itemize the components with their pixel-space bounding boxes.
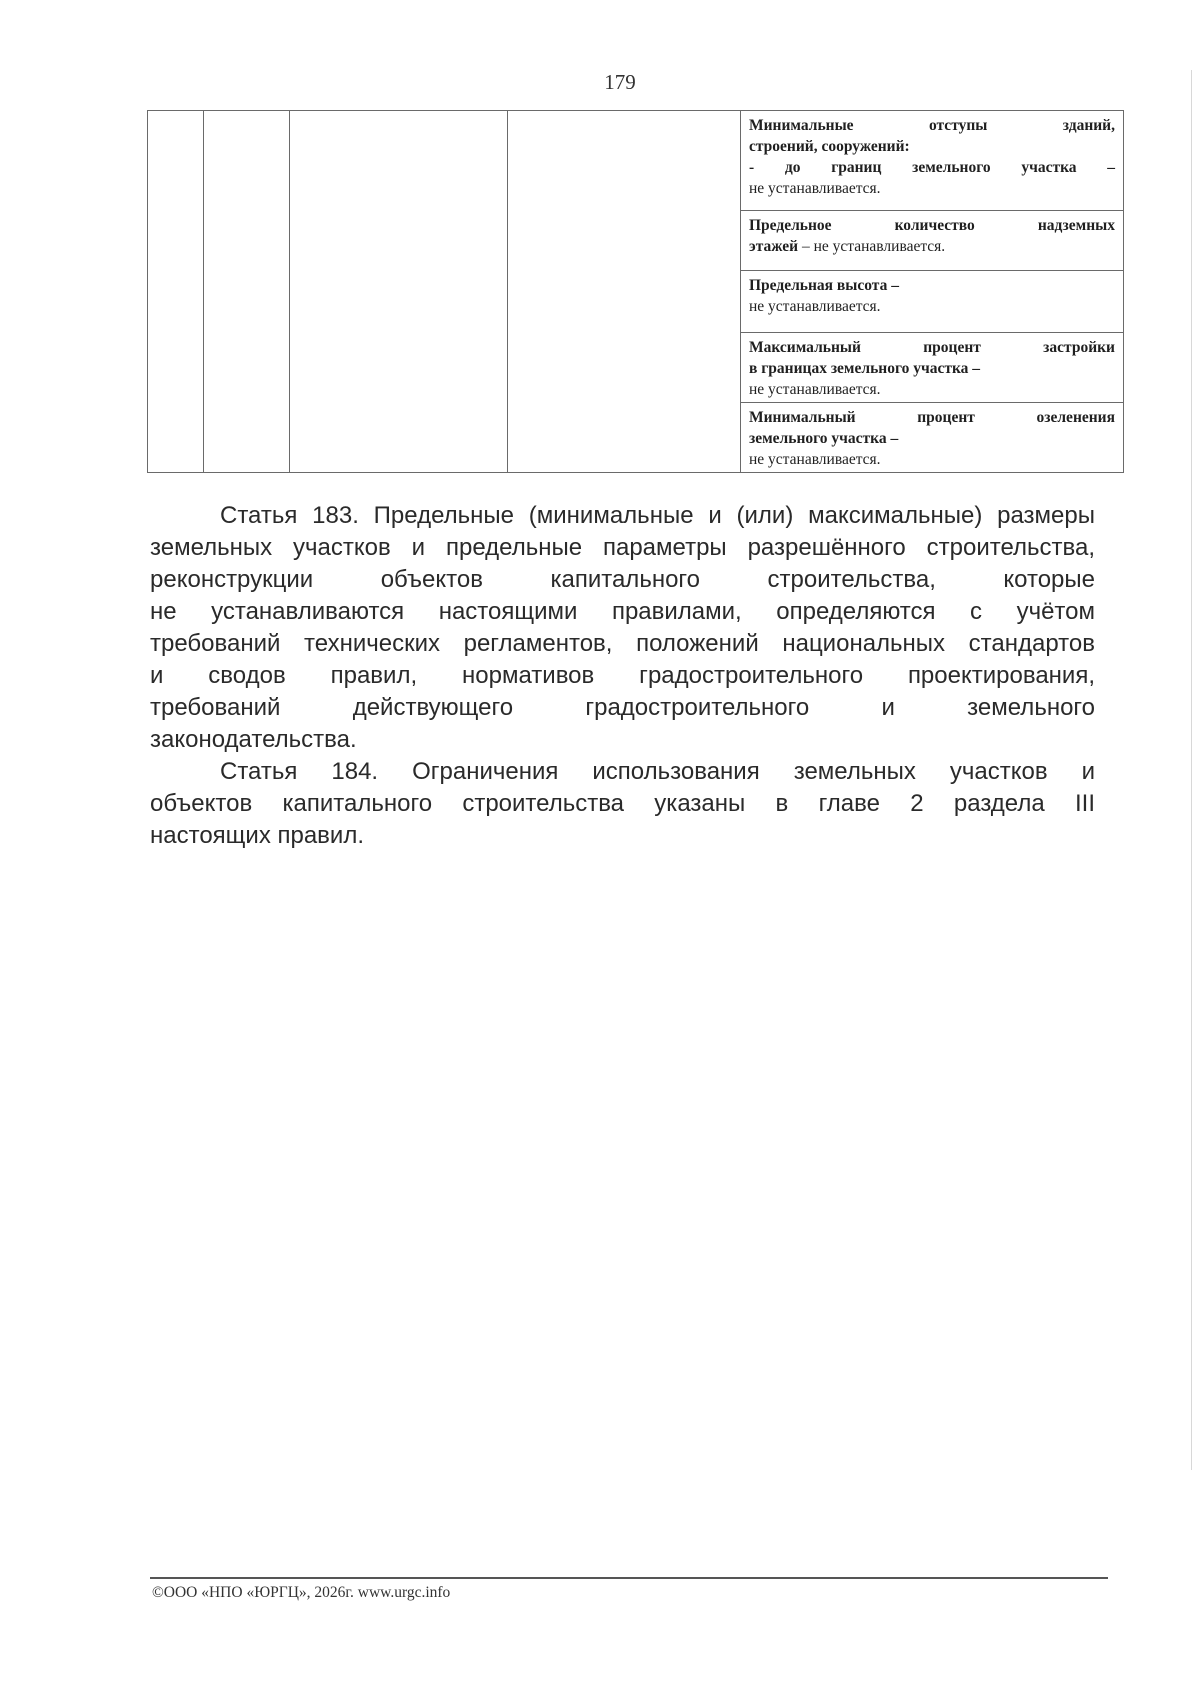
article-line: объектов капитального строительства указаны в главе 2 раздела III: [150, 790, 1095, 817]
article-line: Статья 184. Ограничения использования земельных участков и: [220, 758, 1095, 785]
cell-line-text: не устанавливается.: [749, 451, 881, 468]
param-text: [741, 333, 1123, 402]
article-line: Статья 183. Предельные (минимальные и (или) максимальные) размеры: [220, 502, 1095, 529]
article-line: требований действующего градостроительного и земельного: [150, 694, 1095, 721]
cell-line-text: не устанавливается.: [749, 180, 881, 197]
article-line: законодательства.: [150, 726, 357, 753]
article-line: не устанавливаются настоящими правилами, определяются с учётом: [150, 598, 1095, 625]
cell-line: [749, 358, 1115, 379]
cell-line-text: Предельное количество надземных: [749, 217, 1115, 234]
cell-line-text: земельного участка –: [749, 430, 899, 447]
param-cell-floors: [741, 211, 1124, 271]
empty-cell-col1: [148, 111, 204, 473]
cell-line-text: в границах земельного участка –: [749, 360, 981, 377]
param-text: [741, 271, 1123, 319]
parameters-table: [147, 110, 1124, 473]
cell-line-text: Минимальные отступы зданий,: [749, 117, 1115, 134]
cell-line-text: Предельная высота –: [749, 277, 899, 294]
cell-line: [749, 275, 1115, 296]
cell-line: [749, 136, 1115, 157]
cell-line: [749, 337, 1115, 358]
cell-line: [749, 157, 1115, 178]
cell-line: [749, 407, 1115, 428]
article-line: и сводов правил, нормативов градостроительного проектирования,: [150, 662, 1095, 689]
article-line: требований технических регламентов, положений национальных стандартов: [150, 630, 1095, 657]
cell-line: [749, 428, 1115, 449]
article-line: земельных участков и предельные параметры разрешённого строительства,: [150, 534, 1095, 561]
article-line: реконструкции объектов капитального строительства, которые: [150, 566, 1095, 593]
param-text: [741, 111, 1123, 201]
cell-line-text: - до границ земельного участка –: [749, 159, 1115, 176]
article-line: настоящих правил.: [150, 822, 365, 849]
footer-divider: [150, 1577, 1108, 1579]
article-184: [150, 756, 1095, 852]
empty-cell-col2: [204, 111, 290, 473]
cell-line-text: строений, сооружений:: [749, 138, 910, 155]
cell-line-text: не устанавливается.: [749, 298, 881, 315]
cell-line: [749, 178, 1115, 199]
cell-line: [749, 215, 1115, 236]
param-cell-height: [741, 271, 1124, 333]
param-text: [741, 211, 1123, 259]
param-cell-building-percent: [741, 333, 1124, 403]
param-text: [741, 403, 1123, 472]
page-number: 179: [604, 70, 636, 94]
article-183: [150, 500, 1095, 756]
cell-line-text: не устанавливается.: [749, 381, 881, 398]
cell-line-text: Максимальный процент застройки: [749, 339, 1115, 356]
empty-cell-col4: [508, 111, 741, 473]
cell-line: [749, 449, 1115, 470]
cell-line-text: Минимальный процент озеленения: [749, 409, 1115, 426]
footer-copyright: ©ООО «НПО «ЮРГЦ», 2026г. www.urgc.info: [152, 1584, 451, 1601]
cell-line: [749, 379, 1115, 400]
cell-line: [749, 236, 1115, 257]
cell-line-suffix: – не устанавливается.: [798, 238, 946, 255]
scan-edge-line: [1191, 70, 1192, 1470]
cell-line: [749, 115, 1115, 136]
cell-line-text: этажей: [749, 238, 799, 255]
param-cell-greening-percent: [741, 403, 1124, 473]
cell-line: [749, 296, 1115, 317]
param-cell-setbacks: [741, 111, 1124, 211]
table-row: [148, 111, 1124, 211]
empty-cell-col3: [290, 111, 508, 473]
